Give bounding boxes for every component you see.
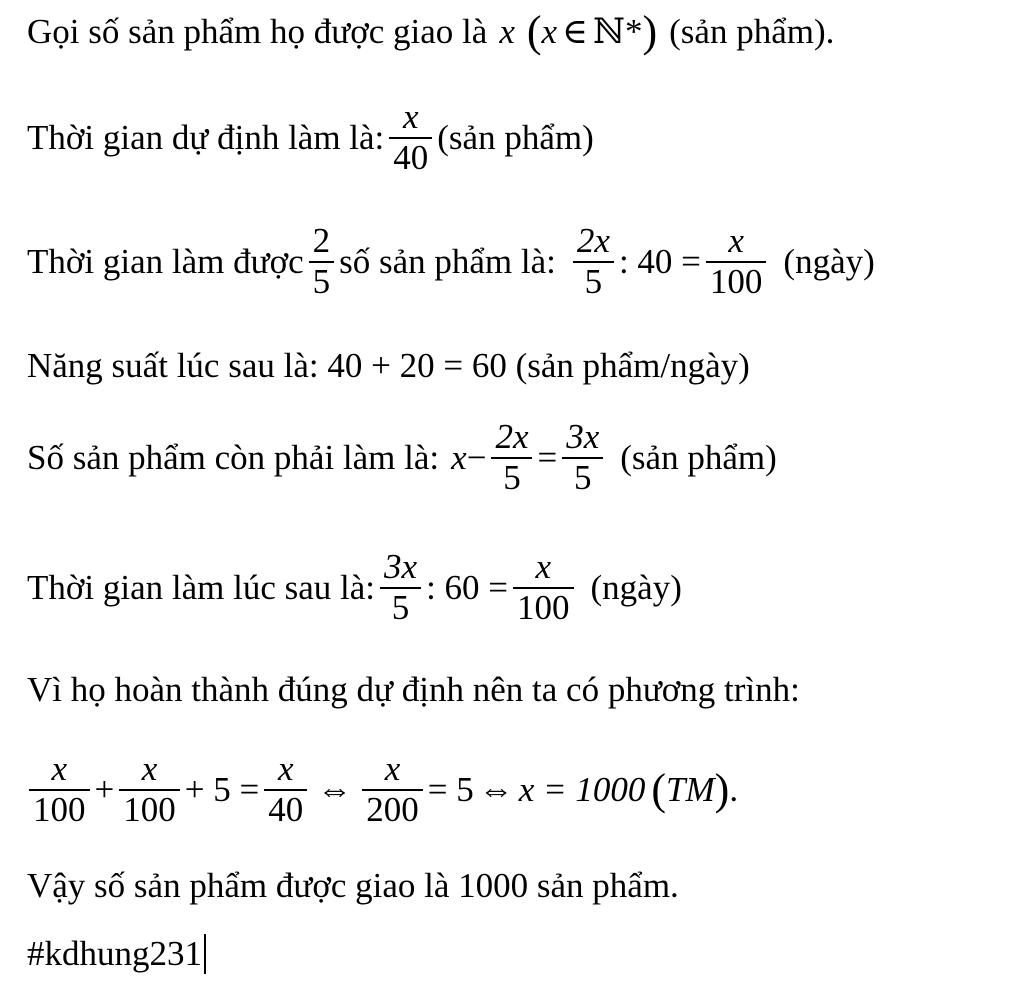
eq-result: x = 1000 <box>518 769 646 809</box>
eq-plus5: + 5 = <box>184 769 260 809</box>
line-new-productivity <box>27 346 750 386</box>
line5-minus: − <box>466 437 487 477</box>
eq-end: . <box>729 769 739 809</box>
eq-frac-b: $\frac{x}{100}$ <box>119 750 180 829</box>
line3-text-b: số sản phẩm là: <box>339 241 556 281</box>
line3-unit: (ngày) <box>783 241 875 281</box>
line-planned-time <box>27 98 594 177</box>
line6-unit: (ngày) <box>590 567 682 607</box>
line-remaining-products <box>27 418 777 497</box>
line5-eq: = <box>537 437 558 477</box>
line6-text: Thời gian làm lúc sau là: <box>27 567 376 607</box>
line3-div: : 40 = <box>618 241 701 281</box>
eq-iff1: ⇔ <box>317 769 353 809</box>
eq-frac-c: $\frac{x}{40}$ <box>264 750 307 829</box>
line4-text: Năng suất lúc sau là: 40 + 20 = 60 (sản phẩm/ngày) <box>27 346 750 385</box>
line1-cond-set: ℕ* <box>593 11 643 51</box>
line5-unit: (sản phẩm) <box>620 437 777 477</box>
line-equation-intro <box>27 670 800 710</box>
line7-text: Vì họ hoàn thành đúng dự định nên ta có phương trình: <box>27 670 800 709</box>
line2-text: Thời gian dự định làm là: <box>27 117 385 157</box>
line-second-phase-time <box>27 548 682 627</box>
line1-text: Gọi số sản phẩm họ được giao là <box>27 11 488 51</box>
line-first-phase-time <box>27 222 875 301</box>
line9-text: Vậy số sản phẩm được giao là 1000 sản phẩm. <box>27 866 679 905</box>
signature <box>27 934 206 974</box>
line5-fraction-2x-5: $\frac{2x}{5}$ <box>491 418 532 497</box>
line3-fraction-2x-5: $\frac{2x}{5}$ <box>573 222 614 301</box>
line1-cond-op: ∈ <box>562 11 588 51</box>
line2-fraction <box>389 98 432 177</box>
line1-var: x <box>499 11 515 51</box>
line3-fraction-x-100: $\frac{x}{100}$ <box>706 222 767 301</box>
line2-frac-den: 40 <box>393 137 429 177</box>
eq-tm: TM <box>666 769 715 809</box>
line5-fraction-3x-5: $\frac{3x}{5}$ <box>562 418 603 497</box>
line2-unit: (sản phẩm) <box>437 117 594 157</box>
line6-div: : 60 = <box>426 567 509 607</box>
eq-frac-d: $\frac{x}{200}$ <box>362 750 423 829</box>
line5-text: Số sản phẩm còn phải làm là: <box>27 437 440 477</box>
line1-unit: (sản phẩm). <box>669 11 835 51</box>
text-cursor <box>204 934 206 974</box>
line5-var: x <box>451 437 467 477</box>
line6-fraction-x-100: $\frac{x}{100}$ <box>513 548 574 627</box>
eq-eq5: = 5 <box>427 769 474 809</box>
line1-cond-var: x <box>541 11 558 51</box>
line3-text-a: Thời gian làm được <box>27 241 304 281</box>
eq-iff2: ⇔ <box>478 769 514 809</box>
line3-fraction-two-fifths: $\frac{2}{5}$ <box>309 222 335 301</box>
line-main-equation: $\frac{x}{100}$ + $\frac{x}{100}$ + 5 = $\frac{x}{40}$ ⇔ $\frac{x}{200}$ = 5 ⇔ x = 1000 ( TM ) . <box>24 750 738 829</box>
eq-plus1: + <box>94 769 115 809</box>
signature-text: #kdhung231 <box>27 934 202 973</box>
line2-frac-num: x <box>403 97 419 136</box>
eq-frac-a: $\frac{x}{100}$ <box>29 750 90 829</box>
line6-fraction-3x-5: $\frac{3x}{5}$ <box>380 548 421 627</box>
line-conclusion <box>27 866 679 906</box>
line-variable-definition: Gọi số sản phẩm họ được giao là x ( x ∈ ℕ* ) (sản phẩm). <box>27 7 835 56</box>
